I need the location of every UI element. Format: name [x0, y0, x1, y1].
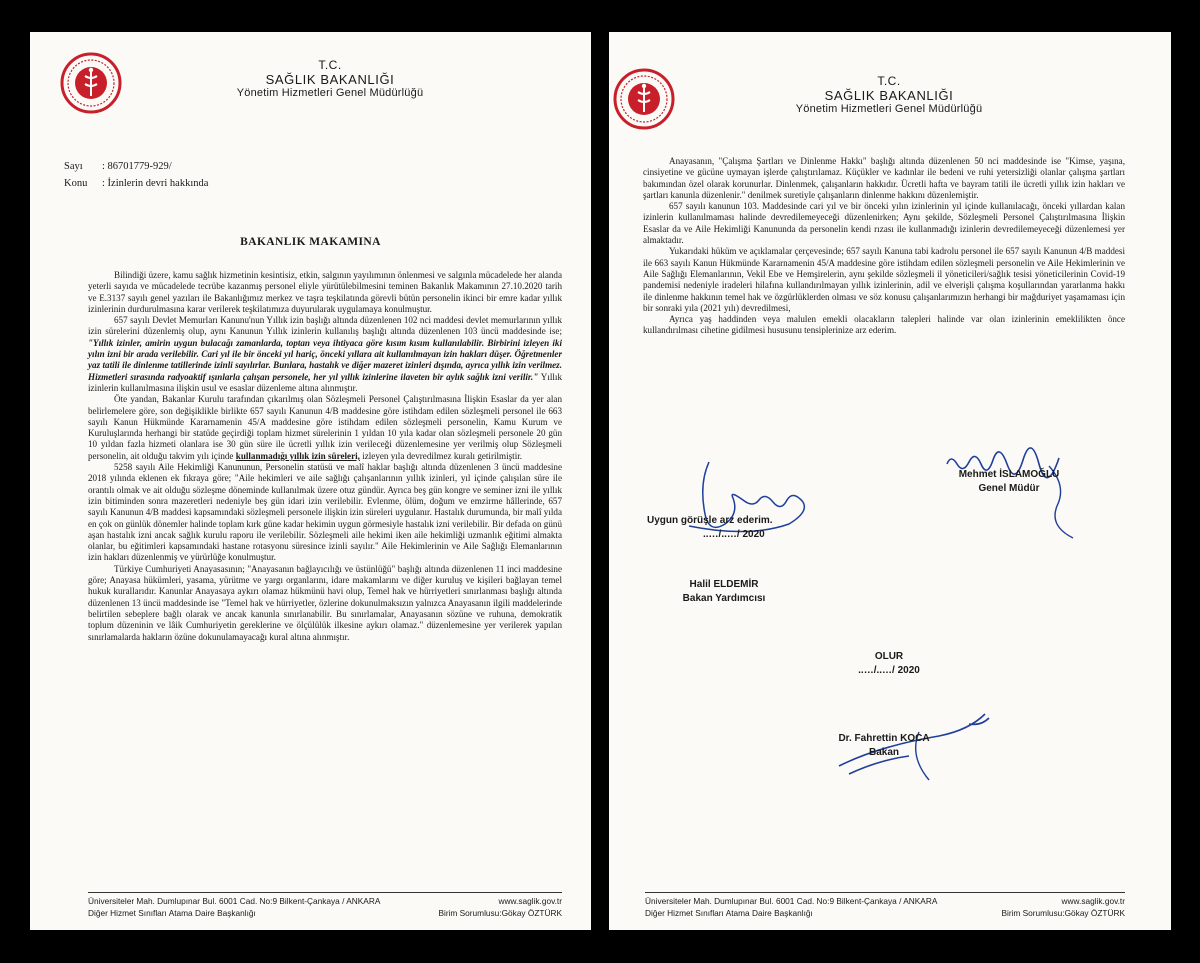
paragraph: Yukarıdaki hüküm ve açıklamalar çerçevesinde; 657 sayılı Kanuna tabi kadrolu personel ile 657 sayılı Kanunun 4/B maddesi ile 663 sayılı Kanun Hükmünde Kararnamenin 45/A maddesine göre istihdam edilen sözleşmeli personelin ve Aile Hekimlerinin ve Aile Sağlığı Elemanlarının, Vekil Ebe ve Hemşirelerin, aynı şekilde sözleşmeli il yöneticileri/sağlık tesisi yöneticilerinin Covid-19 pandemisi nedeniyle iradeleri hilafına kullandırılmayan yıllık izinlerinin, adil ve elverişli çalışma koşullarından yararlanma hakkı ile dinlenme hakkının temel hak ve özgürlüklerden olması ve söz konusu çalışanlarımızın herhangi bir mağduriyet yaşamaması için bir sonraki yıla (2021 yılı) devredilmesi,	[643, 246, 1125, 313]
footer	[645, 892, 1125, 919]
letterhead-ministry: SAĞLIK BAKANLIĞI	[265, 72, 395, 87]
footer-website: www.saglik.gov.tr	[1061, 896, 1125, 906]
footer-department: Diğer Hizmet Sınıfları Atama Daire Başkanlığı	[645, 908, 813, 918]
letterhead	[739, 74, 1039, 115]
footer-contact: Birim Sorumlusu:Gökay ÖZTÜRK	[438, 908, 562, 918]
sayi-label: Sayı	[64, 161, 83, 172]
olur-text: OLUR	[874, 651, 904, 662]
paragraph: Bilindiği üzere, kamu sağlık hizmetinin kesintisiz, etkin, salgının yayılımının önlenmesi ve salgınla mücadelede her alanda yeterli sayıda ve mücadelede tecrübe kazanmış personel eliyle yürütülebilmesini teminen Bakanlık Makamının 27.10.2020 tarih ve E.3137 sayılı genel yazıları ile Bakanlığımız merkez ve taşra teşkilatında görevli bütün personelin ikinci bir emre kadar yıllık izinlerinin durdurulmasına karar verilerek teşkilatımıza duyurularak uygulamaya konulmuştur.	[88, 270, 562, 314]
minister-name: Dr. Fahrettin KOCA	[838, 733, 930, 744]
letter-body-right	[643, 156, 1125, 337]
ministry-logo-icon	[613, 68, 675, 130]
letterhead-tc: T.C.	[877, 74, 901, 88]
konu-label: Konu	[64, 178, 88, 189]
paragraph: Anayasanın, "Çalışma Şartları ve Dinlenme Hakkı" başlığı altında düzenlenen 50 nci maddesinde ise "Kimse, yaşına, cinsiyetine ve gücüne uymayan işlerde çalıştırılamaz. Küçükler ve kadınlar ile bedeni ve ruhi yetersizliği olanlar çalışma şartları bakımından özel olarak korunurlar. Dinlenmek, çalışanların hakkıdır. Ücretli hafta ve bayram tatili ile ücretli yıllık izin hakları ve şartları kanunla düzenlenir." denilmek suretiyle çalışanların dinlenme hakkını düzenlemiştir.	[643, 156, 1125, 200]
olur-date: ..…/..…/ 2020	[858, 665, 920, 676]
paragraph: 657 sayılı kanunun 103. Maddesinde cari yıl ve bir önceki yılın izinlerinin yıl içinde kullanılacağı, önceki yıllardan kalan izinlerin kullanılmaması halinde devredilemeyeceği düzenlenirken; Aynı şekilde, Sözleşmeli Personel Çalıştırılmasına İlişkin Esaslar da ve Aile Hekimliği Kanununda da personelin kendi rızası ile kullanmadığı izinlerin devredilemeyeceği düzenlemesi yer almaktadır.	[643, 201, 1125, 246]
ministry-logo-icon	[60, 52, 122, 114]
arz-date: ..…/..…/ 2020	[703, 529, 765, 540]
document-page-right	[609, 32, 1171, 930]
paragraph: Türkiye Cumhuriyeti Anayasasının; "Anayasanın bağlayıcılığı ve üstünlüğü" başlığı altında düzenlenen 11 inci maddesine göre; Anayasa hükümleri, yasama, yürütme ve yargı organlarını, idare makamlarını ve diğer kuruluş ve kişileri bağlayan temel hukuk kurallarıdır. Kanunlar Anayasaya aykırı olamaz hükmünü havi olup, Temel hak ve hürriyetleri sınırlanması başlığı altında düzenlenen 13 üncü maddesinde ise "Temel hak ve hürriyetler, özlerine dokunulmaksızın yalnızca Anayasanın ilgili maddelerinde belirtilen sebeplere bağlı olarak ve ancak kanunla sınırlanabilir. Bu sınırlamalar, Anayasanın sözüne ve ruhuna, demokratik toplum düzeninin ve lâik Cumhuriyetin gereklerine ve ölçülülük ilkesine aykırı olamaz." düzenlemesine yer verilerek yapılan sınırlamalarda hakların özüne dokunulamayacağı kural altına alınmıştır.	[88, 563, 562, 642]
addressee-heading: BAKANLIK MAKAMINA	[240, 236, 381, 248]
letterhead-tc: T.C.	[318, 58, 342, 72]
deputy-minister-name: Halil ELDEMİR	[689, 579, 759, 590]
arz-text: Uygun görüşle arz ederim.	[647, 515, 773, 526]
approval-request	[647, 514, 773, 542]
general-director-title: Genel Müdür	[978, 483, 1040, 494]
letterhead-ministry: SAĞLIK BAKANLIĞI	[824, 88, 954, 103]
document-meta	[64, 158, 208, 192]
general-director-name: Mehmet İSLAMOĞLU	[958, 469, 1060, 480]
paragraph: Öte yandan, Bakanlar Kurulu tarafından çıkarılmış olan Sözleşmeli Personel Çalıştırılmasına İlişkin Esaslar da yer alan belirlemelere göre, son değişiklikle birlikte 657 sayılı Kanunun 4/B maddesine göre istihdam edilen sözleşmeli personel ile 663 sayılı Kanun Hükmünde Kararnamenin 45/A maddesine göre istihdam edilen sözleşmeli personelin, Kamu Kurum ve Kuruluşlarında herhangi bir statüde geçirdiği toplam hizmet sürelerinin 1 yıldan 10 yıla kadar olan sözleşmeli personele 20 gün 10 yıldan fazla hizmeti olanlara ise 30 gün süre ile ücretli yıllık izin verileceği düzenlemesine yer verilmiş olup Sözleşmeli personelin, ait olduğu takvim yılı içinde kullanmadığı yıllık izin süreleri, izleyen yıla devredilmez kuralı getirilmiştir.	[88, 394, 562, 461]
konu-value: : İzinlerin devri hakkında	[102, 178, 209, 189]
footer-contact: Birim Sorumlusu:Gökay ÖZTÜRK	[1001, 908, 1125, 918]
paragraph: 657 sayılı Devlet Memurları Kanunu'nun Yıllık izin başlığı altında düzenlenen 102 nci maddesi devlet memurlarının yıllık izin sürelerini düzenlemiş olup, aynı Kanunun Yıllık izinlerin kullanılış başlığı altında düzenlenen 103 üncü maddesinde ise; "Yıllık izinler, amirin uygun bulacağı zamanlarda, toptan veya ihtiyaca göre kısım kısım kullanılabilir. Birbirini izleyen iki yılın izni bir arada verilebilir. Cari yıl ile bir önceki yıl hariç, önceki yıllara ait kullanılmayan izin hakları düşer. Öğretmenler yaz tatili ile dinlenme tatillerinde izinli sayılırlar. Bunlara, hastalık ve diğer mazeret izinleri dışında, ayrıca yıllık izin verilmez. Hizmetleri sırasında radyoaktif ışınlarla çalışan personele, her yıl yıllık izinlerine ilaveten bir aylık sağlık izni verilir." Yıllık izinlerin kullanılmasına ilişkin usul ve esaslar düzenleme altına alınmıştır.	[88, 315, 562, 393]
signature-general-director	[929, 468, 1089, 496]
sayi-value: : 86701779-929/	[102, 161, 172, 172]
letterhead-directorate: Yönetim Hizmetleri Genel Müdürlüğü	[236, 87, 424, 99]
footer-department: Diğer Hizmet Sınıfları Atama Daire Başkanlığı	[88, 908, 256, 918]
letterhead-directorate: Yönetim Hizmetleri Genel Müdürlüğü	[795, 103, 983, 115]
letterhead	[180, 58, 480, 99]
paragraph: Ayrıca yaş haddinden veya malulen emekli olacakların talepleri halinde var olan izinlerinin emeklilikten önce kullandırılması cihetine gidilmesi hususunu tensiplerinize arz ederim.	[643, 314, 1125, 336]
deputy-minister-title: Bakan Yardımcısı	[682, 593, 766, 604]
minister-title: Bakan	[868, 747, 899, 758]
footer-address: Üniversiteler Mah. Dumlupınar Bul. 6001 Cad. No:9 Bilkent-Çankaya / ANKARA	[88, 896, 381, 906]
paragraph: 5258 sayılı Aile Hekimliği Kanununun, Personelin statüsü ve malî haklar başlığı altında düzenlenen 3 üncü maddesine 2018 yılında eklenen ek fıkraya göre; "Aile hekimleri ve aile sağlığı çalışanlarının yıllık izinleri, yıl içinde çalışılan süre ile orantılı olmak ve ait olduğu sözleşme döneminde kullanılmak üzere otuz gündür. Ayrıca beş gün kongre ve seminer izni ile yıllık izin bitiminden sonra mazeretleri nedeniyle beş gün idari izin verilebilir. Evlenme, ölüm, doğum ve emzirme hâllerinde, 657 sayılı Kanunun 4/B maddesi kapsamındaki sözleşmeli personele ilişkin izin süreleri uygulanır. Hastalık durumunda, bir malî yılda en çok on günlük dönemler halinde toplam kırk güne kadar hekimin uygun görmesiyle hastalık izni verilebilir. Bir defada on günü aşan hastalık izni ancak sağlık kurulu raporu ile verilebilir. Sözleşmeli aile hekimi iken aile hekimliği uzmanlık eğitimi almakta olanlar, bu eğitimleri kapsamındaki hastane rotasyonu süresince izinli sayılır." Aile Hekimlerinin ve Aile Sağlığı Elemanlarının izin hakları düzenlenmiş ve yürürlüğe konulmuştur.	[88, 462, 562, 563]
letter-body-left	[88, 270, 562, 643]
document-page-left	[30, 32, 591, 930]
signature-minister	[809, 732, 959, 760]
footer-address: Üniversiteler Mah. Dumlupınar Bul. 6001 Cad. No:9 Bilkent-Çankaya / ANKARA	[645, 896, 938, 906]
olur-approval	[819, 650, 959, 678]
underlined-phrase: kullanmadığı yıllık izin süreleri,	[235, 450, 360, 461]
footer-website: www.saglik.gov.tr	[498, 896, 562, 906]
footer	[88, 892, 562, 919]
signature-deputy-minister	[649, 578, 799, 606]
